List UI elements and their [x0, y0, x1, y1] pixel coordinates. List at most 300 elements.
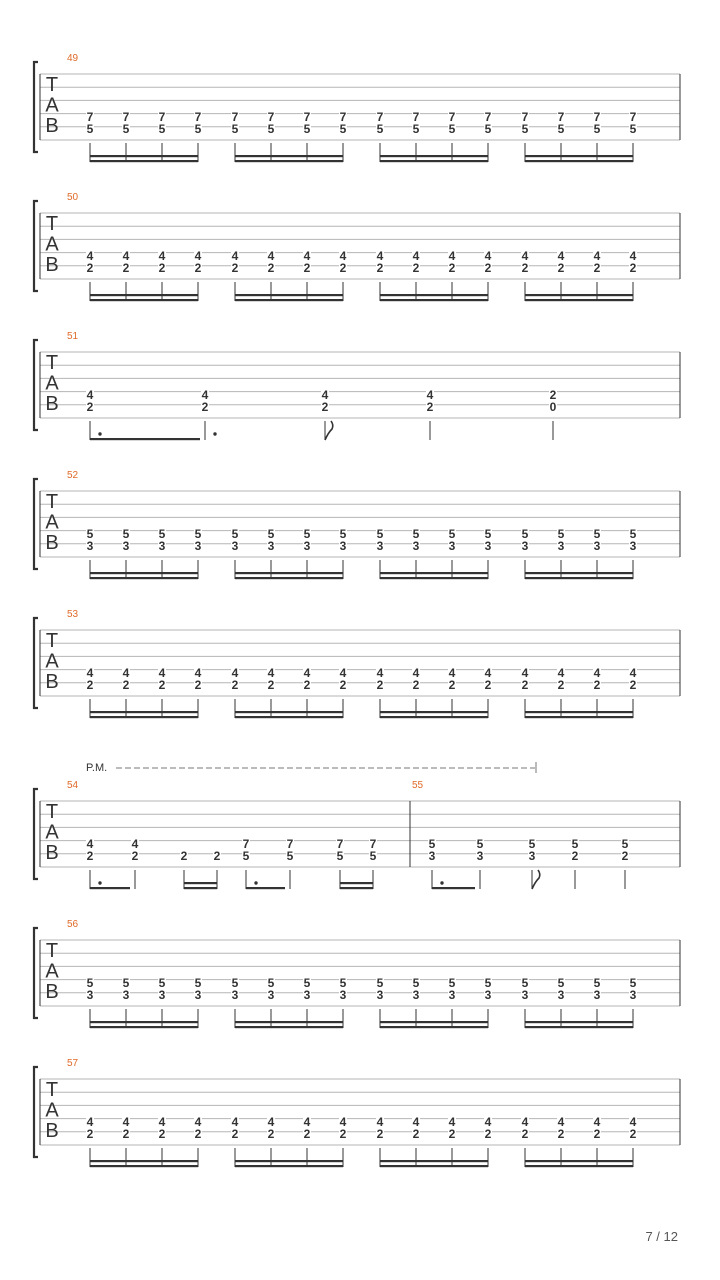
note-beam — [340, 882, 373, 884]
fret-number: 5 — [476, 836, 484, 851]
fret-number: 4 — [412, 665, 420, 680]
fret-number: 4 — [122, 248, 130, 263]
note-beam — [380, 1021, 488, 1023]
note-beam — [235, 577, 343, 579]
fret-number: 2 — [629, 678, 637, 693]
note-beam — [380, 294, 488, 296]
fret-number: 5 — [593, 526, 601, 541]
fret-number: 2 — [194, 1127, 202, 1142]
fret-number: 3 — [267, 539, 275, 554]
measure — [67, 331, 557, 440]
fret-number: 3 — [158, 539, 166, 554]
fret-number: 5 — [521, 122, 529, 137]
fret-number: 2 — [131, 849, 139, 864]
fret-number: 4 — [267, 665, 275, 680]
fret-number: 3 — [557, 988, 565, 1003]
fret-number: 5 — [122, 975, 130, 990]
note-beam — [525, 299, 633, 301]
system-bracket — [34, 789, 38, 879]
fret-number: 7 — [194, 109, 202, 124]
note-beam — [380, 1160, 488, 1162]
fret-number: 7 — [521, 109, 529, 124]
fret-number: 5 — [339, 975, 347, 990]
note-beam — [235, 1160, 343, 1162]
palm-mute-label: P.M. — [86, 762, 108, 774]
note-beam — [432, 887, 475, 889]
fret-number: 3 — [86, 539, 94, 554]
fret-number: 3 — [593, 539, 601, 554]
fret-number: 2 — [267, 1127, 275, 1142]
fret-number: 7 — [412, 109, 420, 124]
note-beam — [525, 577, 633, 579]
measure-number: 50 — [67, 192, 79, 203]
tab-clef-letter: T — [45, 630, 59, 652]
fret-number: 5 — [339, 122, 347, 137]
fret-number: 5 — [521, 975, 529, 990]
tab-clef-letter: A — [45, 233, 59, 256]
tab-clef-letter: B — [45, 981, 59, 1003]
fret-number: 5 — [286, 849, 294, 864]
fret-number: 4 — [376, 665, 384, 680]
note-beam — [235, 1021, 343, 1023]
fret-number: 3 — [521, 539, 529, 554]
note-beam — [525, 1165, 633, 1167]
fret-number: 3 — [376, 988, 384, 1003]
note-beam — [380, 577, 488, 579]
fret-number: 5 — [521, 526, 529, 541]
fret-number: 2 — [412, 261, 420, 276]
note-beam — [525, 572, 633, 574]
fret-number: 4 — [231, 1114, 239, 1129]
fret-number: 2 — [86, 849, 94, 864]
note-beam — [525, 294, 633, 296]
fret-number: 4 — [412, 248, 420, 263]
measure-number: 52 — [67, 470, 79, 481]
fret-number: 5 — [412, 975, 420, 990]
fret-number: 2 — [86, 400, 94, 415]
measure-number: 57 — [67, 1058, 79, 1069]
fret-number: 3 — [86, 988, 94, 1003]
note-beam — [90, 155, 198, 157]
fret-number: 5 — [448, 122, 456, 137]
tab-clef-letter: A — [45, 372, 59, 395]
fret-number: 4 — [267, 248, 275, 263]
note-beam — [525, 1021, 633, 1023]
tab-clef-letter: B — [45, 115, 59, 137]
fret-number: 2 — [339, 1127, 347, 1142]
fret-number: 4 — [86, 665, 94, 680]
fret-number: 4 — [593, 1114, 601, 1129]
fret-number: 5 — [593, 122, 601, 137]
system-bracket — [34, 340, 38, 430]
tab-system — [34, 609, 680, 718]
note-beam — [380, 1026, 488, 1028]
fret-number: 4 — [321, 387, 329, 402]
rhythm-dot — [98, 881, 101, 884]
fret-number: 2 — [122, 1127, 130, 1142]
note-beam — [235, 1026, 343, 1028]
fret-number: 7 — [303, 109, 311, 124]
tab-clef-letter: B — [45, 532, 59, 554]
fret-number: 4 — [448, 248, 456, 263]
tab-clef-letter: B — [45, 393, 59, 415]
fret-number: 5 — [194, 122, 202, 137]
fret-number: 7 — [376, 109, 384, 124]
tab-clef-letter: T — [45, 801, 59, 823]
fret-number: 4 — [629, 665, 637, 680]
fret-number: 2 — [549, 387, 557, 402]
fret-number: 4 — [194, 1114, 202, 1129]
fret-number: 4 — [86, 248, 94, 263]
note-beam — [90, 160, 198, 162]
fret-number: 4 — [303, 665, 311, 680]
measure-number: 55 — [412, 780, 424, 791]
fret-number: 4 — [122, 1114, 130, 1129]
fret-number: 4 — [448, 665, 456, 680]
note-beam — [380, 572, 488, 574]
note-beam — [235, 1165, 343, 1167]
fret-number: 4 — [267, 1114, 275, 1129]
note-beam — [246, 887, 285, 889]
fret-number: 5 — [448, 975, 456, 990]
fret-number: 5 — [621, 836, 629, 851]
fret-number: 4 — [521, 1114, 529, 1129]
fret-number: 5 — [267, 975, 275, 990]
tab-clef-letter: A — [45, 650, 59, 673]
note-beam — [525, 160, 633, 162]
fret-number: 3 — [339, 539, 347, 554]
fret-number: 5 — [194, 526, 202, 541]
tab-clef-letter: T — [45, 213, 59, 235]
fret-number: 4 — [484, 1114, 492, 1129]
measure — [67, 192, 637, 301]
tab-system — [34, 192, 680, 301]
tab-clef-letter: T — [45, 1079, 59, 1101]
fret-number: 4 — [158, 665, 166, 680]
fret-number: 4 — [339, 248, 347, 263]
fret-number: 5 — [629, 975, 637, 990]
tab-clef-letter: A — [45, 821, 59, 844]
fret-number: 2 — [201, 400, 209, 415]
fret-number: 5 — [484, 526, 492, 541]
fret-number: 7 — [557, 109, 565, 124]
fret-number: 2 — [267, 261, 275, 276]
note-beam — [90, 1165, 198, 1167]
fret-number: 2 — [629, 1127, 637, 1142]
fret-number: 7 — [593, 109, 601, 124]
note-beam — [380, 155, 488, 157]
fret-number: 5 — [158, 122, 166, 137]
fret-number: 4 — [448, 1114, 456, 1129]
fret-number: 4 — [376, 1114, 384, 1129]
note-beam — [90, 299, 198, 301]
note-beam — [380, 711, 488, 713]
fret-number: 5 — [267, 122, 275, 137]
fret-number: 7 — [484, 109, 492, 124]
fret-number: 2 — [448, 678, 456, 693]
fret-number: 4 — [376, 248, 384, 263]
fret-number: 7 — [86, 109, 94, 124]
fret-number: 3 — [339, 988, 347, 1003]
fret-number: 2 — [376, 678, 384, 693]
fret-number: 4 — [86, 1114, 94, 1129]
fret-number: 2 — [267, 678, 275, 693]
fret-number: 3 — [448, 988, 456, 1003]
tab-clef-letter: A — [45, 1099, 59, 1122]
fret-number: 4 — [593, 248, 601, 263]
fret-number: 4 — [231, 248, 239, 263]
fret-number: 5 — [428, 836, 436, 851]
system-bracket — [34, 479, 38, 569]
measure — [67, 780, 377, 889]
fret-number: 2 — [521, 1127, 529, 1142]
fret-number: 2 — [321, 400, 329, 415]
fret-number: 5 — [412, 526, 420, 541]
fret-number: 5 — [557, 122, 565, 137]
measure — [67, 919, 637, 1028]
fret-number: 2 — [557, 1127, 565, 1142]
fret-number: 5 — [158, 526, 166, 541]
fret-number: 2 — [122, 678, 130, 693]
note-beam — [525, 1160, 633, 1162]
system-bracket — [34, 618, 38, 708]
fret-number: 2 — [339, 261, 347, 276]
fret-number: 2 — [376, 261, 384, 276]
rhythm-dot — [213, 432, 216, 435]
fret-number: 3 — [428, 849, 436, 864]
note-beam — [90, 438, 200, 440]
note-beam — [525, 711, 633, 713]
fret-number: 7 — [242, 836, 250, 851]
fret-number: 2 — [180, 849, 188, 864]
fret-number: 3 — [484, 988, 492, 1003]
fret-number: 3 — [448, 539, 456, 554]
page-number: 7 / 12 — [645, 1229, 678, 1244]
fret-number: 3 — [476, 849, 484, 864]
fret-number: 3 — [122, 988, 130, 1003]
fret-number: 5 — [484, 122, 492, 137]
measure — [67, 609, 637, 718]
tab-clef-letter: B — [45, 1120, 59, 1142]
fret-number: 5 — [369, 849, 377, 864]
fret-number: 2 — [303, 1127, 311, 1142]
tab-clef-letter: A — [45, 960, 59, 983]
system-bracket — [34, 201, 38, 291]
note-beam — [235, 299, 343, 301]
fret-number: 3 — [122, 539, 130, 554]
fret-number: 5 — [629, 122, 637, 137]
fret-number: 7 — [629, 109, 637, 124]
note-beam — [235, 160, 343, 162]
fret-number: 3 — [303, 988, 311, 1003]
fret-number: 4 — [426, 387, 434, 402]
tab-system — [34, 470, 680, 579]
fret-number: 4 — [303, 248, 311, 263]
fret-number: 2 — [412, 678, 420, 693]
fret-number: 2 — [621, 849, 629, 864]
fret-number: 3 — [557, 539, 565, 554]
fret-number: 5 — [339, 526, 347, 541]
tab-system — [34, 919, 680, 1028]
system-bracket — [34, 1067, 38, 1157]
fret-number: 3 — [194, 539, 202, 554]
fret-number: 4 — [158, 1114, 166, 1129]
fret-number: 4 — [122, 665, 130, 680]
fret-number: 2 — [122, 261, 130, 276]
fret-number: 4 — [86, 387, 94, 402]
fret-number: 2 — [86, 261, 94, 276]
fret-number: 7 — [286, 836, 294, 851]
fret-number: 2 — [231, 678, 239, 693]
fret-number: 2 — [484, 1127, 492, 1142]
fret-number: 2 — [521, 261, 529, 276]
fret-number: 5 — [86, 526, 94, 541]
fret-number: 4 — [201, 387, 209, 402]
fret-number: 3 — [158, 988, 166, 1003]
fret-number: 3 — [593, 988, 601, 1003]
note-beam — [380, 160, 488, 162]
measure-number: 54 — [67, 780, 79, 791]
measure-number: 49 — [67, 53, 79, 64]
measure — [410, 780, 629, 889]
fret-number: 5 — [571, 836, 579, 851]
fret-number: 4 — [194, 248, 202, 263]
fret-number: 7 — [369, 836, 377, 851]
fret-number: 7 — [336, 836, 344, 851]
fret-number: 2 — [86, 1127, 94, 1142]
fret-number: 5 — [122, 526, 130, 541]
fret-number: 3 — [629, 539, 637, 554]
fret-number: 2 — [448, 1127, 456, 1142]
tab-clef-letter: A — [45, 94, 59, 117]
note-beam — [235, 294, 343, 296]
fret-number: 4 — [557, 248, 565, 263]
fret-number: 2 — [213, 849, 221, 864]
fret-number: 4 — [484, 665, 492, 680]
measure — [67, 53, 637, 162]
fret-number: 2 — [158, 261, 166, 276]
fret-number: 2 — [158, 678, 166, 693]
note-beam — [90, 572, 198, 574]
fret-number: 3 — [629, 988, 637, 1003]
fret-number: 2 — [484, 261, 492, 276]
measure — [67, 470, 637, 579]
tab-clef-letter: T — [45, 940, 59, 962]
tab-clef-letter: B — [45, 254, 59, 276]
fret-number: 3 — [267, 988, 275, 1003]
note-beam — [90, 716, 198, 718]
fret-number: 5 — [557, 526, 565, 541]
note-beam — [525, 155, 633, 157]
note-beam — [90, 1160, 198, 1162]
fret-number: 4 — [557, 665, 565, 680]
fret-number: 4 — [86, 836, 94, 851]
note-beam — [340, 887, 373, 889]
fret-number: 5 — [86, 122, 94, 137]
fret-number: 7 — [158, 109, 166, 124]
fret-number: 2 — [629, 261, 637, 276]
fret-number: 5 — [484, 975, 492, 990]
fret-number: 2 — [593, 261, 601, 276]
fret-number: 4 — [194, 665, 202, 680]
fret-number: 2 — [194, 261, 202, 276]
fret-number: 5 — [122, 122, 130, 137]
note-beam — [90, 887, 130, 889]
measure-number: 53 — [67, 609, 79, 620]
fret-number: 2 — [593, 678, 601, 693]
fret-number: 5 — [336, 849, 344, 864]
tab-system — [34, 331, 680, 440]
fret-number: 2 — [339, 678, 347, 693]
fret-number: 3 — [231, 539, 239, 554]
tab-clef-letter: B — [45, 842, 59, 864]
fret-number: 5 — [194, 975, 202, 990]
fret-number: 5 — [593, 975, 601, 990]
fret-number: 4 — [412, 1114, 420, 1129]
note-beam — [525, 716, 633, 718]
fret-number: 7 — [448, 109, 456, 124]
fret-number: 4 — [557, 1114, 565, 1129]
fret-number: 2 — [557, 678, 565, 693]
fret-number: 2 — [231, 1127, 239, 1142]
system-bracket — [34, 928, 38, 1018]
fret-number: 5 — [267, 526, 275, 541]
fret-number: 5 — [448, 526, 456, 541]
tab-system — [34, 53, 680, 162]
fret-number: 5 — [158, 975, 166, 990]
note-beam — [380, 1165, 488, 1167]
note-beam — [90, 1026, 198, 1028]
system-bracket — [34, 62, 38, 152]
fret-number: 4 — [629, 1114, 637, 1129]
tab-clef-letter: T — [45, 491, 59, 513]
tab-system — [34, 1058, 680, 1167]
fret-number: 4 — [158, 248, 166, 263]
note-flag — [532, 870, 540, 889]
fret-number: 5 — [376, 122, 384, 137]
rhythm-dot — [254, 881, 257, 884]
note-beam — [525, 1026, 633, 1028]
fret-number: 4 — [484, 248, 492, 263]
fret-number: 4 — [303, 1114, 311, 1129]
fret-number: 4 — [521, 248, 529, 263]
fret-number: 4 — [593, 665, 601, 680]
fret-number: 3 — [303, 539, 311, 554]
fret-number: 5 — [557, 975, 565, 990]
note-beam — [380, 716, 488, 718]
fret-number: 3 — [412, 988, 420, 1003]
fret-number: 5 — [86, 975, 94, 990]
fret-number: 2 — [521, 678, 529, 693]
note-beam — [184, 887, 217, 889]
fret-number: 5 — [303, 526, 311, 541]
note-beam — [235, 572, 343, 574]
note-beam — [90, 577, 198, 579]
fret-number: 0 — [549, 400, 557, 415]
fret-number: 3 — [231, 988, 239, 1003]
fret-number: 4 — [339, 1114, 347, 1129]
fret-number: 2 — [376, 1127, 384, 1142]
fret-number: 3 — [484, 539, 492, 554]
fret-number: 2 — [484, 678, 492, 693]
note-beam — [184, 882, 217, 884]
fret-number: 2 — [303, 678, 311, 693]
fret-number: 4 — [131, 836, 139, 851]
rhythm-dot — [98, 432, 101, 435]
note-beam — [90, 294, 198, 296]
fret-number: 5 — [528, 836, 536, 851]
fret-number: 2 — [231, 261, 239, 276]
